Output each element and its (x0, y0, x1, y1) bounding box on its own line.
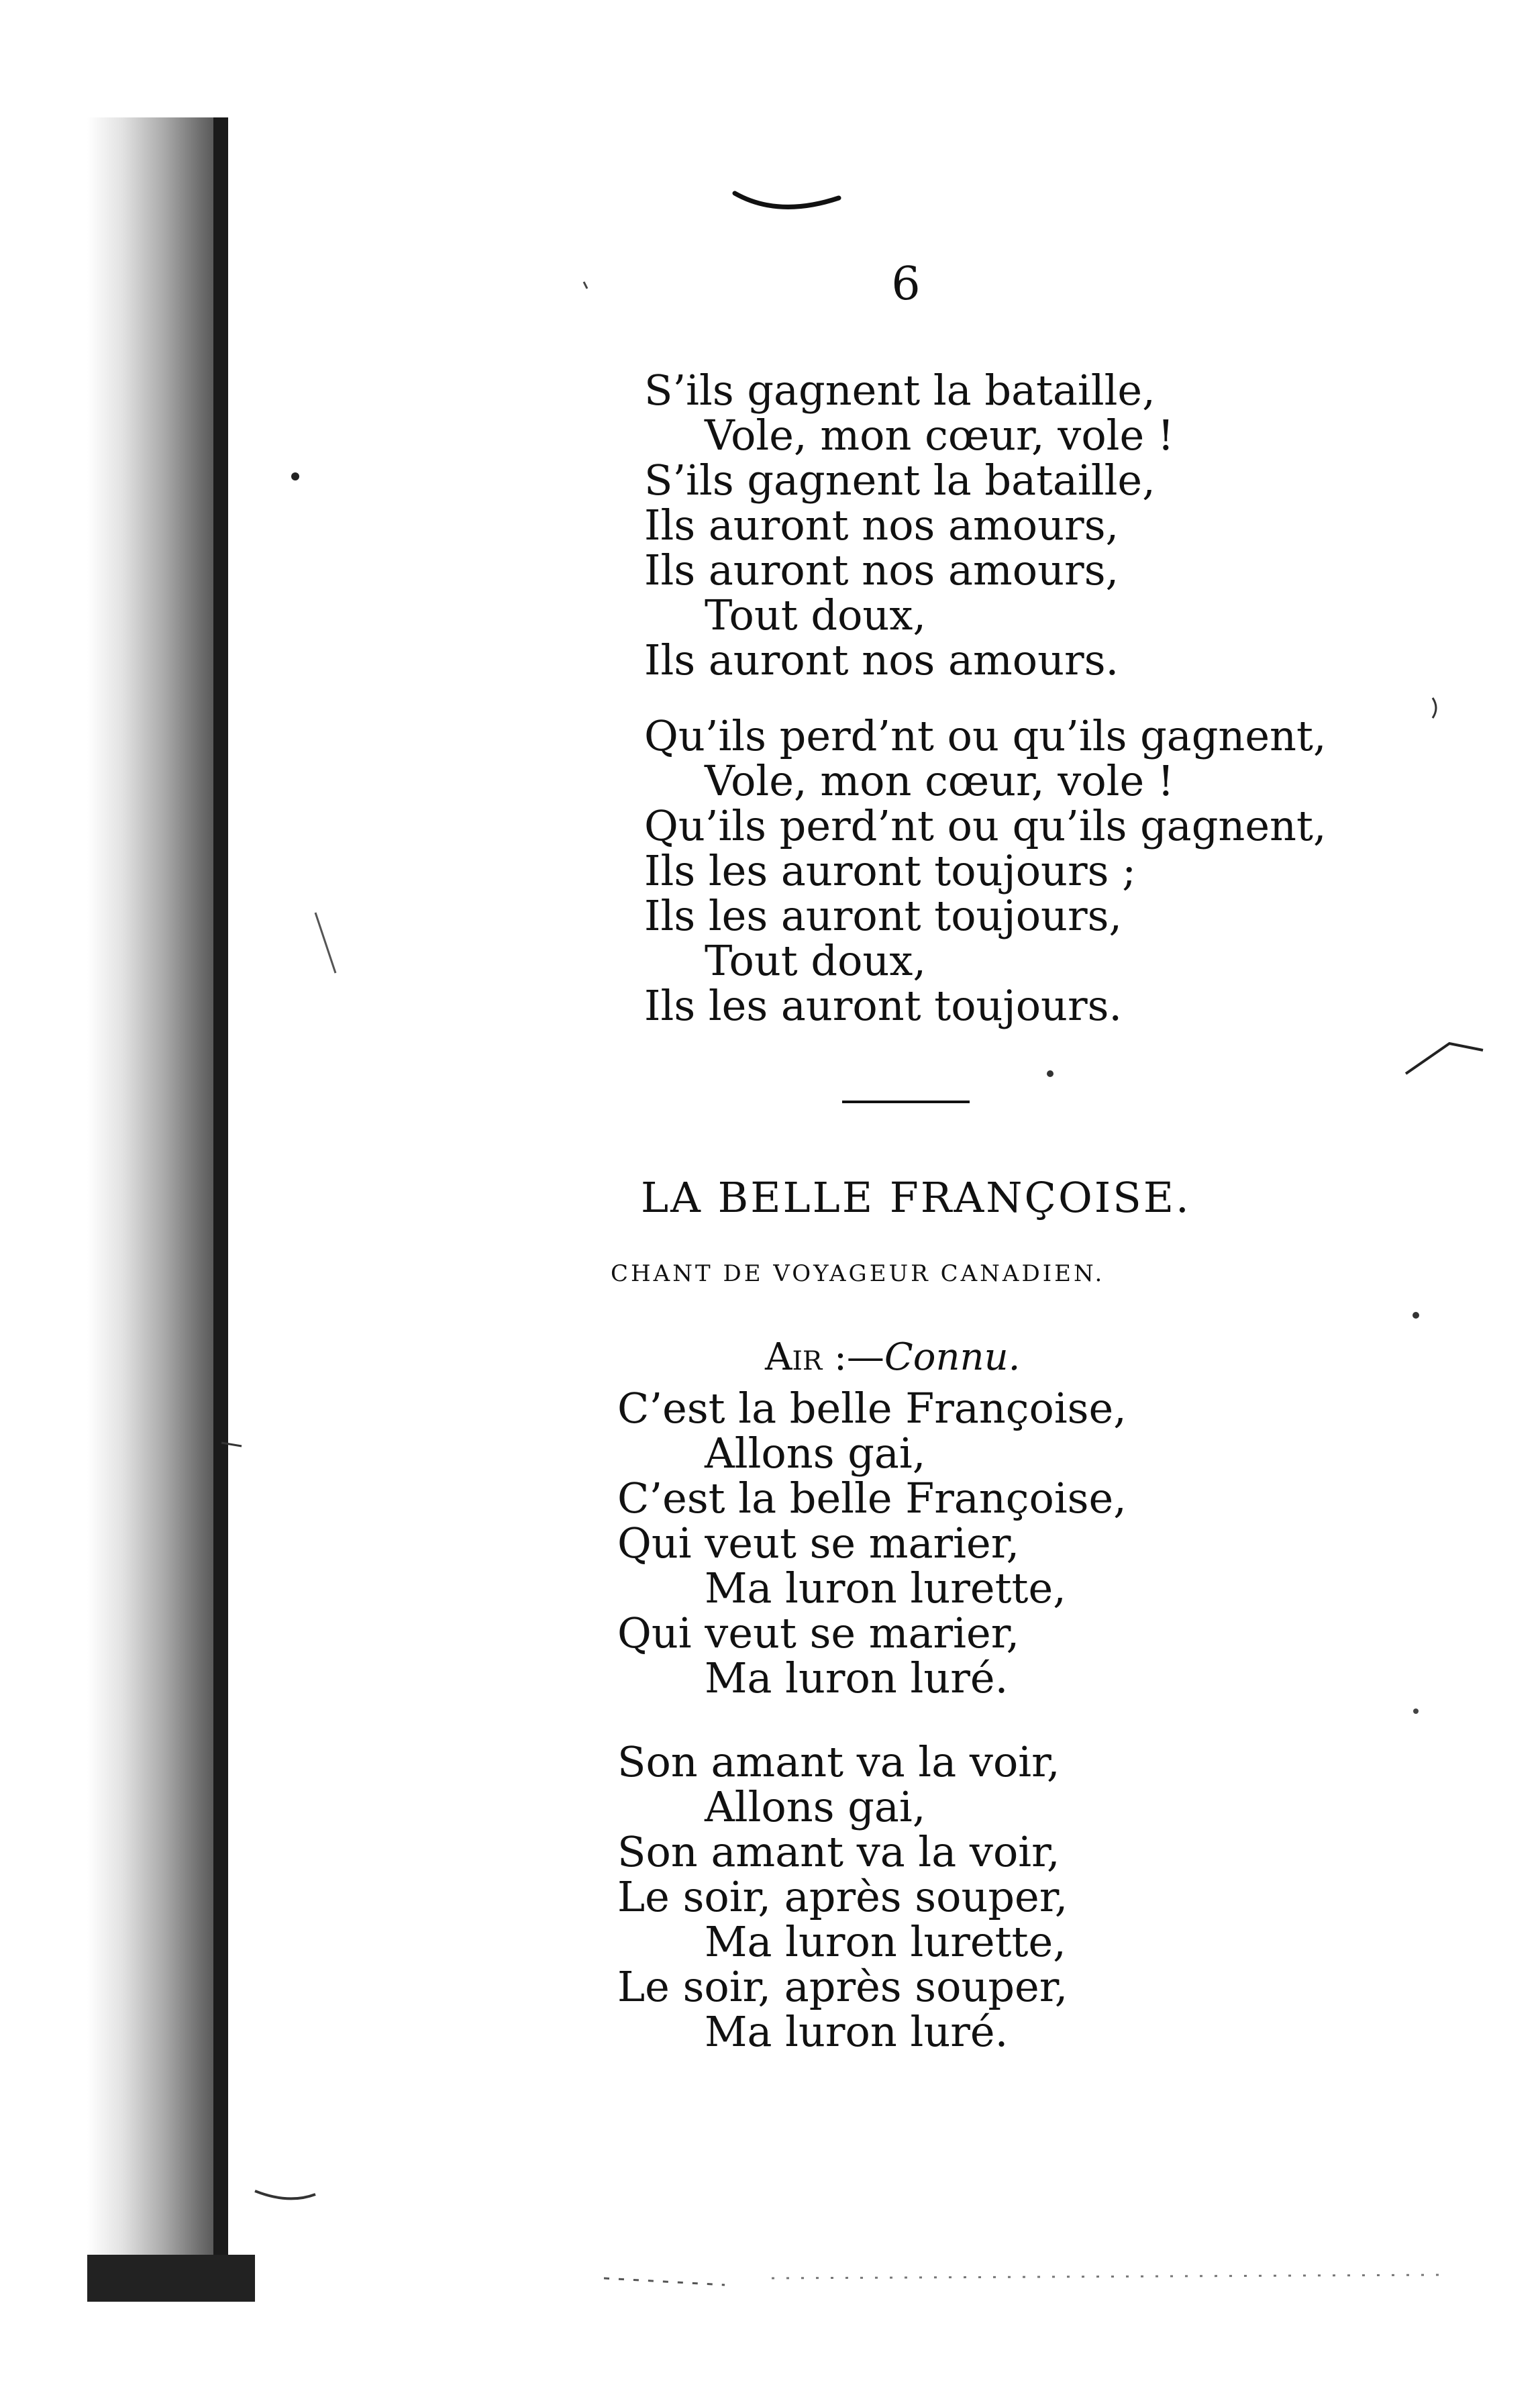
verse-line: S’ils gagnent la bataille, (644, 366, 1156, 415)
verse-line: Qui veut se marier, (617, 1519, 1020, 1568)
verse-line: Ma luron luré. (705, 2007, 1009, 2056)
verse-line: Le soir, après souper, (617, 1962, 1068, 2011)
song-title: LA BELLE FRANÇOISE. (641, 1173, 1191, 1222)
verse-line: Qu’ils perd’nt ou qu’ils gagnent, (644, 801, 1327, 850)
verse-line: Ils les auront toujours ; (644, 846, 1137, 895)
verse-line: Ils auront nos amours, (644, 501, 1119, 550)
verse-line: Ma luron lurette, (705, 1564, 1066, 1613)
verse-line: Allons gai, (705, 1429, 926, 1478)
song-subtitle: CHANT DE VOYAGEUR CANADIEN. (611, 1260, 1105, 1287)
verse-line: Tout doux, (705, 936, 927, 985)
verse-line: Ma luron luré. (705, 1653, 1009, 1702)
verse-line: Ma luron lurette, (705, 1917, 1066, 1966)
verse-line: Tout doux, (705, 591, 927, 640)
verse-line: Ils les auront toujours. (644, 981, 1123, 1030)
verse-line: Son amant va la voir, (617, 1737, 1060, 1786)
verse-line: Qui veut se marier, (617, 1609, 1020, 1658)
air-value: Connu. (884, 1335, 1021, 1379)
verse-line: Le soir, après souper, (617, 1872, 1068, 1921)
verse-line: Vole, mon cœur, vole ! (705, 411, 1174, 460)
verse-line: Allons gai, (705, 1782, 926, 1831)
verse-line: Ils auront nos amours, (644, 546, 1119, 595)
verse-line: Son amant va la voir, (617, 1827, 1060, 1876)
verse-line: S’ils gagnent la bataille, (644, 456, 1156, 505)
verse-line: Ils les auront toujours, (644, 891, 1123, 940)
verse-line: Vole, mon cœur, vole ! (705, 756, 1174, 805)
verse-line: C’est la belle Françoise, (617, 1384, 1127, 1433)
verse-line: C’est la belle Françoise, (617, 1474, 1127, 1523)
verse-line: Ils auront nos amours. (644, 635, 1119, 684)
air-label: Air : (765, 1335, 847, 1379)
page-number: 6 (891, 258, 921, 311)
air-dash: — (846, 1335, 884, 1379)
verse-line: Qu’ils perd’nt ou qu’ils gagnent, (644, 711, 1327, 760)
